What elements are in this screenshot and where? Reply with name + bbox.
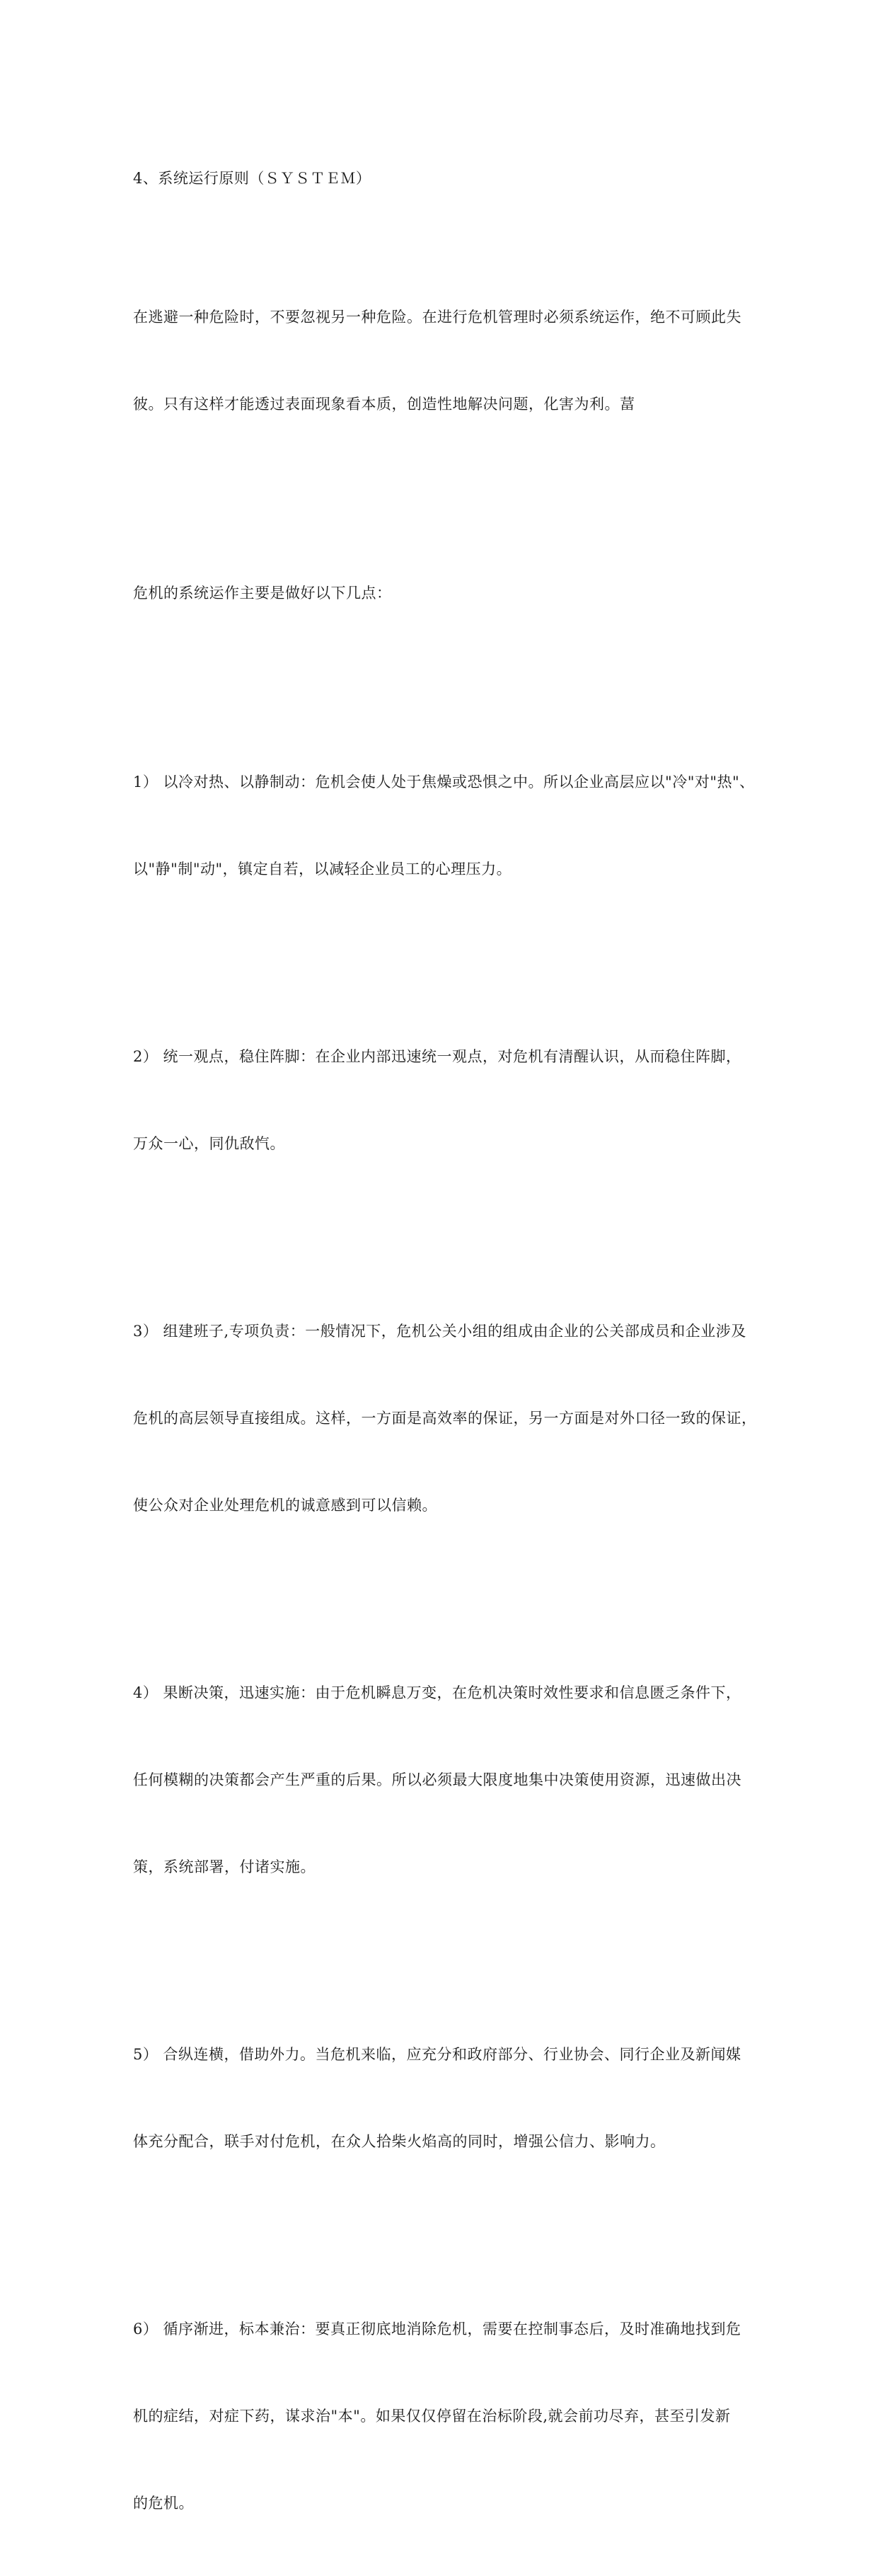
point-line: 策，系统部署，付诸实施。 bbox=[133, 1858, 316, 1875]
intro-line: 在逃避一种危险时，不要忽视另一种危险。在进行危机管理时必须系统运作，绝不可顾此失 bbox=[133, 309, 741, 326]
point-line: 2） 统一观点，稳住阵脚：在企业内部迅速统一观点，对危机有清醒认识，从而稳住阵脚， bbox=[133, 1048, 741, 1065]
lead-paragraph bbox=[133, 521, 756, 666]
point-line: 3） 组建班子,专项负责：一般情况下，危机公关小组的组成由企业的公关部成员和企业涉及 bbox=[133, 1323, 746, 1340]
point-line: 任何模糊的决策都会产生严重的后果。所以必须最大限度地集中决策使用资源，迅速做出决 bbox=[133, 1771, 741, 1788]
point-1-paragraph bbox=[133, 710, 756, 942]
point-line: 体充分配合，联手对付危机，在众人拾柴火焰高的同时，增强公信力、影响力。 bbox=[133, 2133, 666, 2150]
point-3-paragraph bbox=[133, 1259, 756, 1578]
point-line: 的危机。 bbox=[133, 2495, 194, 2512]
point-line: 1） 以冷对热、以静制动：危机会使人处于焦燥或恐惧之中。所以企业高层应以"冷"对"热"、 bbox=[133, 774, 755, 790]
point-line: 5） 合纵连横，借助外力。当危机来临，应充分和政府部分、行业协会、同行企业及新闻媒 bbox=[133, 2046, 741, 2063]
point-2-paragraph bbox=[133, 984, 756, 1217]
lead-line: 危机的系统运作主要是做好以下几点： bbox=[133, 585, 392, 602]
section-heading-text: 4、系统运行原则（ＳＹＳＴＥＭ） bbox=[133, 170, 371, 187]
point-4-paragraph bbox=[133, 1621, 756, 1940]
document-body bbox=[133, 164, 756, 2576]
point-6-paragraph bbox=[133, 2257, 756, 2576]
point-line: 以"静"制"动"，镇定自若，以减轻企业员工的心理压力。 bbox=[133, 861, 512, 878]
point-line: 6） 循序渐进，标本兼治：要真正彻底地消除危机，需要在控制事态后，及时准确地找到危 bbox=[133, 2321, 741, 2338]
intro-paragraph bbox=[133, 245, 756, 477]
point-5-paragraph bbox=[133, 1982, 756, 2214]
point-line: 4） 果断决策，迅速实施：由于危机瞬息万变，在危机决策时效性要求和信息匮乏条件下， bbox=[133, 1684, 741, 1701]
point-line: 万众一心，同仇敌忾。 bbox=[133, 1135, 285, 1152]
section-heading bbox=[133, 164, 756, 193]
point-line: 机的症结，对症下药，谋求治"本"。如果仅仅停留在治标阶段,就会前功尽弃，甚至引发新 bbox=[133, 2408, 731, 2425]
point-line: 使公众对企业处理危机的诚意感到可以信赖。 bbox=[133, 1497, 437, 1514]
point-line: 危机的高层领导直接组成。这样，一方面是高效率的保证，另一方面是对外口径一致的保证， bbox=[133, 1410, 757, 1427]
intro-line: 彼。只有这样才能透过表面现象看本质，创造性地解决问题，化害为利。葍 bbox=[133, 396, 635, 413]
